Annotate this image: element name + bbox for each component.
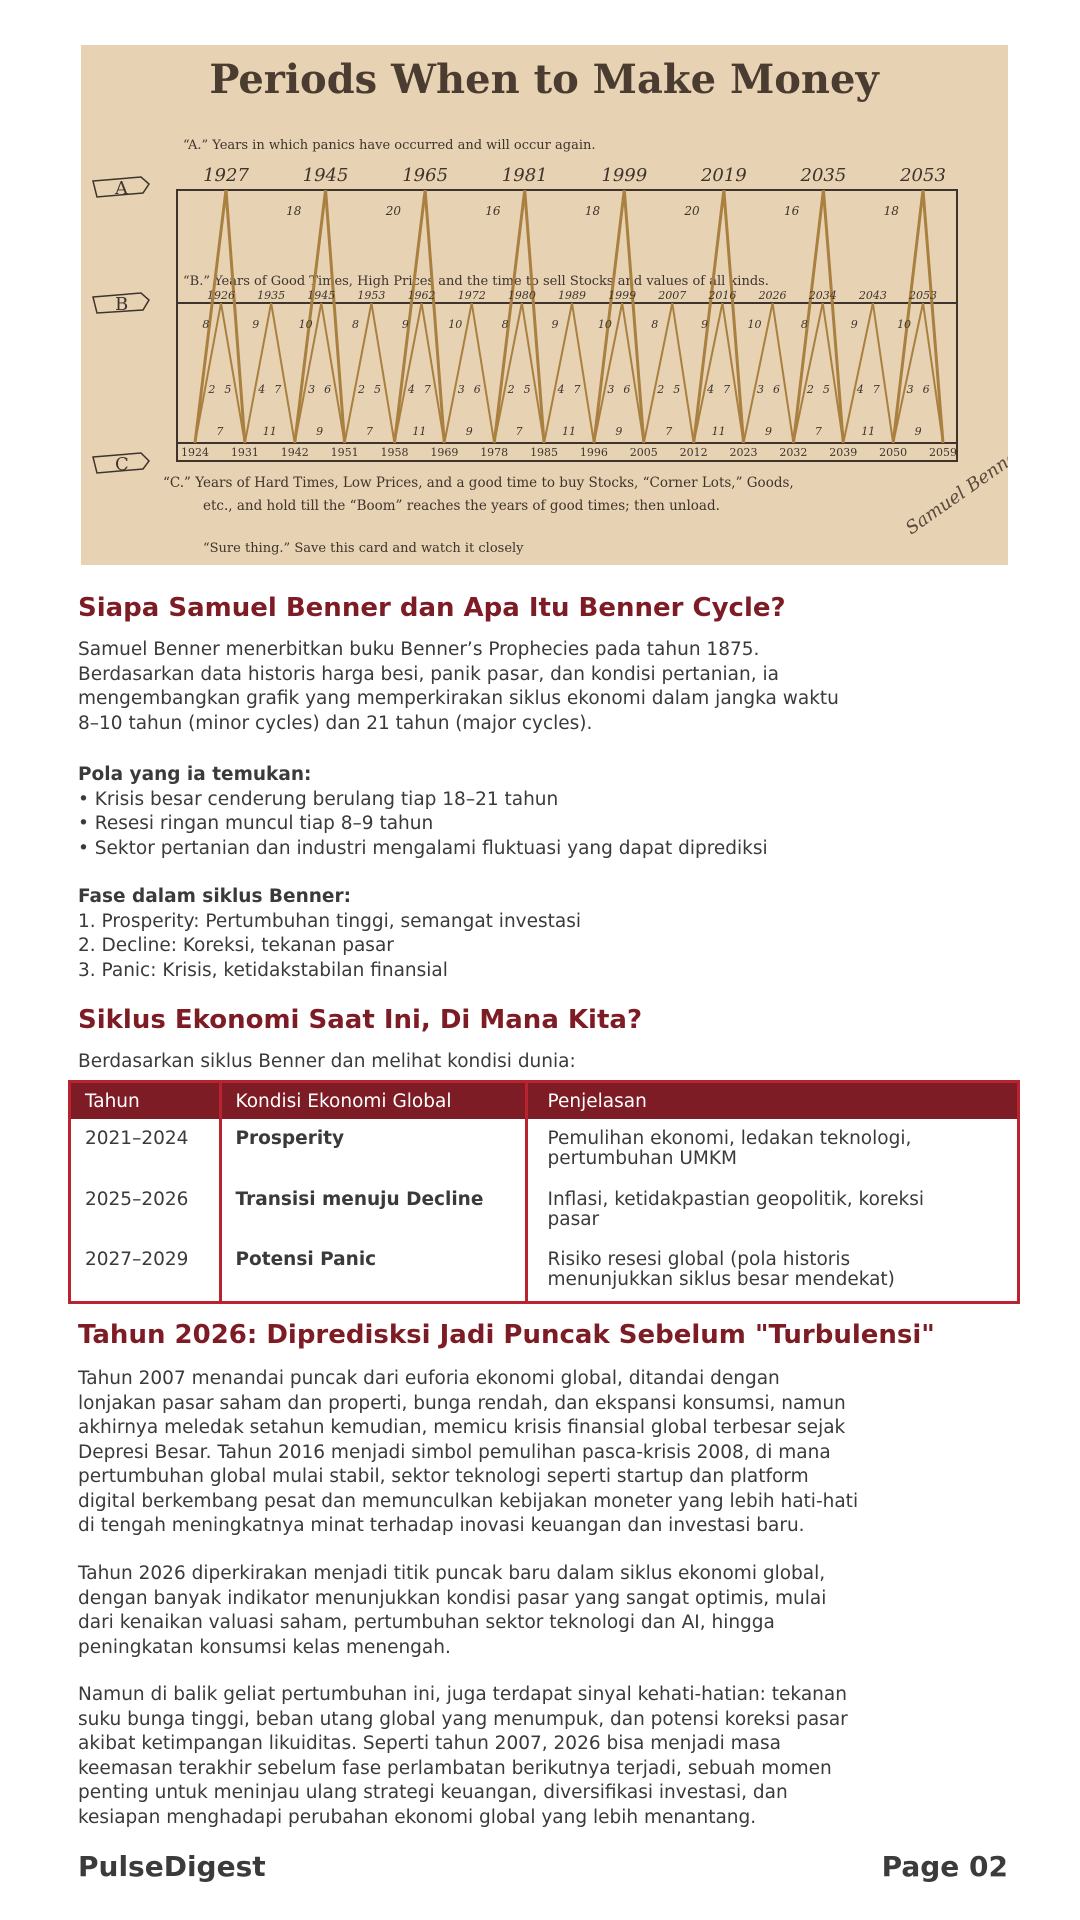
economy-table bbox=[68, 1080, 1020, 1304]
hard-times-year-label: 2012 bbox=[679, 446, 708, 459]
table-cell-year: 2021–2024 bbox=[71, 1119, 220, 1180]
inner-number-label: 2 bbox=[806, 383, 814, 396]
phase-item: 1. Prosperity: Pertumbuhan tinggi, semangat investasi bbox=[78, 910, 582, 932]
benner-intro-paragraph bbox=[78, 638, 1008, 736]
section-heading-current-cycle: Siklus Ekonomi Saat Ini, Di Mana Kita? bbox=[78, 1005, 643, 1035]
pattern-list bbox=[78, 788, 1008, 862]
good-times-interval-label: 9 bbox=[850, 318, 858, 331]
hard-times-interval-label: 11 bbox=[562, 425, 576, 438]
hard-times-year-label: 1978 bbox=[480, 446, 509, 459]
panic-year-label: 2035 bbox=[800, 165, 847, 186]
benner-chart-svg bbox=[81, 45, 1008, 565]
good-times-interval-label: 8 bbox=[352, 318, 360, 331]
row-c-caption-line2: etc., and hold till the “Boom” reaches the years of good times; then unload. bbox=[203, 498, 720, 514]
hard-times-year-label: 1924 bbox=[181, 446, 209, 459]
table-cell-year: 2025–2026 bbox=[71, 1180, 220, 1241]
pattern-item: • Sektor pertanian dan industri mengalami fluktuasi yang dapat diprediksi bbox=[78, 837, 768, 859]
inner-number-label: 3 bbox=[906, 383, 914, 396]
good-times-year-label: 2016 bbox=[708, 289, 737, 302]
inner-number-label: 7 bbox=[423, 383, 431, 396]
phase-item: 2. Decline: Koreksi, tekanan pasar bbox=[78, 935, 394, 956]
footer-page-number: Page 02 bbox=[881, 1850, 1008, 1883]
pattern-block bbox=[78, 763, 1008, 861]
good-times-year-label: 1935 bbox=[257, 289, 286, 302]
good-times-interval-label: 10 bbox=[597, 318, 612, 331]
hard-times-interval-label: 11 bbox=[711, 425, 726, 438]
row-b-label: B bbox=[115, 294, 129, 315]
explanation-line: Risiko resesi global (pola historis bbox=[547, 1249, 851, 1271]
inner-number-label: 3 bbox=[457, 383, 465, 396]
good-times-interval-label: 10 bbox=[897, 318, 912, 331]
inner-number-label: 4 bbox=[707, 383, 715, 396]
inner-number-label: 7 bbox=[274, 383, 282, 396]
table-row bbox=[71, 1180, 1017, 1241]
explanation-line: pertumbuhan UMKM bbox=[547, 1148, 737, 1169]
inner-number-label: 5 bbox=[523, 383, 531, 396]
panic-year-label: 1945 bbox=[302, 165, 349, 186]
section-heading-benner: Siapa Samuel Benner dan Apa Itu Benner Cycle? bbox=[78, 593, 786, 623]
hard-times-year-label: 1996 bbox=[579, 446, 608, 459]
section-heading-2026: Tahun 2026: Dipredisksi Jadi Puncak Sebelum "Turbulensi" bbox=[78, 1320, 935, 1350]
good-times-interval-label: 8 bbox=[501, 318, 509, 331]
inner-number-label: 5 bbox=[822, 383, 830, 396]
current-cycle-intro: Berdasarkan siklus Benner dan melihat kondisi dunia: bbox=[78, 1051, 576, 1072]
hard-times-year-label: 2039 bbox=[829, 446, 858, 459]
inner-number-label: 5 bbox=[673, 383, 681, 396]
hard-times-interval-label: 11 bbox=[262, 425, 277, 438]
inner-number-label: 6 bbox=[623, 383, 631, 396]
row-a-label: A bbox=[115, 178, 128, 199]
good-times-year-label: 1989 bbox=[558, 289, 586, 302]
table-cell-explanation bbox=[526, 1180, 1017, 1241]
panic-year-label: 2053 bbox=[900, 165, 946, 186]
benner-chart bbox=[81, 45, 1008, 565]
table-header-condition: Kondisi Ekonomi Global bbox=[220, 1083, 526, 1119]
hard-times-year-label: 2059 bbox=[929, 446, 957, 459]
paragraph-line: peningkatan konsumsi kelas menengah. bbox=[78, 1636, 451, 1658]
inner-number-label: 2 bbox=[657, 383, 665, 396]
good-times-interval-label: 9 bbox=[701, 318, 709, 331]
paragraph-line: penting untuk meninjau ulang strategi keuangan, diversifikasi investasi, dan bbox=[78, 1782, 788, 1803]
panic-interval-label: 18 bbox=[286, 204, 302, 218]
paragraph-line: Namun di balik geliat pertumbuhan ini, juga terdapat sinyal kehati-hatian: tekanan bbox=[78, 1684, 847, 1705]
explanation-line: pasar bbox=[547, 1208, 600, 1230]
table-cell-condition: Prosperity bbox=[220, 1119, 526, 1180]
inner-number-label: 4 bbox=[407, 383, 415, 396]
inner-number-label: 2 bbox=[358, 383, 366, 396]
paragraph-line: kesiapan menghadapi perubahan ekonomi global yang lebih menantang. bbox=[78, 1806, 757, 1828]
panic-interval-label: 18 bbox=[584, 204, 601, 218]
table-header-year: Tahun bbox=[71, 1083, 220, 1119]
good-times-interval-label: 10 bbox=[747, 318, 762, 331]
good-times-year-label: 1926 bbox=[207, 289, 235, 302]
hard-times-interval-label: 7 bbox=[515, 425, 523, 438]
hard-times-interval-label: 7 bbox=[665, 425, 673, 438]
inner-number-label: 6 bbox=[324, 383, 332, 396]
good-times-year-label: 1945 bbox=[307, 289, 336, 302]
paragraph-line: di tengah meningkatnya minat terhadap inovasi keuangan dan investasi baru. bbox=[78, 1515, 805, 1536]
footer-brand: PulseDigest bbox=[78, 1850, 266, 1883]
paragraph-2026-peak bbox=[78, 1562, 1008, 1660]
inner-number-label: 6 bbox=[473, 383, 481, 396]
paragraph-line: Tahun 2026 diperkirakan menjadi titik puncak baru dalam siklus ekonomi global, bbox=[78, 1563, 826, 1584]
panic-year-label: 1981 bbox=[501, 165, 548, 186]
paragraph-caution bbox=[78, 1683, 1008, 1830]
table-header-explanation: Penjelasan bbox=[526, 1083, 1017, 1119]
good-times-interval-label: 8 bbox=[202, 318, 210, 331]
hard-times-interval-label: 9 bbox=[914, 425, 922, 438]
paragraph-line: akhirnya meledak setahun kemudian, memicu krisis finansial global terbesar sejak bbox=[78, 1417, 846, 1438]
panic-year-label: 2019 bbox=[700, 165, 747, 186]
sure-thing-note: “Sure thing.” Save this card and watch it closely bbox=[203, 541, 524, 556]
paragraph-2007-2016 bbox=[78, 1367, 1008, 1539]
hard-times-interval-label: 9 bbox=[615, 425, 623, 438]
panic-interval-label: 16 bbox=[784, 204, 800, 218]
inner-number-label: 7 bbox=[723, 383, 731, 396]
row-b-caption: “B.” Years of Good Times, High Prices and the time to sell Stocks and values of all kinds. bbox=[183, 274, 769, 289]
inner-number-label: 4 bbox=[557, 383, 565, 396]
good-times-year-label: 2026 bbox=[758, 289, 787, 302]
good-times-year-label: 1962 bbox=[407, 289, 436, 302]
table-row bbox=[71, 1119, 1017, 1180]
good-times-year-label: 1953 bbox=[357, 289, 386, 302]
hard-times-interval-label: 9 bbox=[465, 425, 473, 438]
good-times-year-label: 2034 bbox=[808, 289, 837, 302]
inner-number-label: 6 bbox=[922, 383, 930, 396]
paragraph-line: dengan banyak indikator menunjukkan kondisi pasar yang sangat optimis, mulai bbox=[78, 1587, 827, 1609]
good-times-year-label: 2043 bbox=[858, 289, 887, 302]
inner-number-label: 5 bbox=[224, 383, 232, 396]
inner-number-label: 7 bbox=[573, 383, 581, 396]
paragraph-line: 8–10 tahun (minor cycles) dan 21 tahun (major cycles). bbox=[78, 712, 593, 734]
phase-heading: Fase dalam siklus Benner: bbox=[78, 886, 351, 907]
good-times-year-label: 2053 bbox=[909, 289, 937, 302]
hard-times-year-label: 1958 bbox=[380, 446, 409, 459]
explanation-line: menunjukkan siklus besar mendekat) bbox=[547, 1269, 895, 1291]
panic-interval-label: 16 bbox=[485, 204, 501, 218]
hard-times-interval-label: 11 bbox=[861, 425, 876, 438]
panic-year-label: 1999 bbox=[601, 165, 648, 186]
good-times-interval-label: 9 bbox=[401, 318, 409, 331]
pattern-heading: Pola yang ia temukan: bbox=[78, 764, 312, 785]
inner-number-label: 5 bbox=[374, 383, 382, 396]
good-times-interval-label: 8 bbox=[800, 318, 808, 331]
hard-times-year-label: 2050 bbox=[879, 446, 908, 459]
explanation-line: Inflasi, ketidakpastian geopolitik, koreksi bbox=[547, 1188, 924, 1210]
paragraph-line: mengembangkan grafik yang memperkirakan siklus ekonomi dalam jangka waktu bbox=[78, 688, 839, 709]
pattern-item: • Resesi ringan muncul tiap 8–9 tahun bbox=[78, 813, 434, 834]
hard-times-interval-label: 9 bbox=[764, 425, 772, 438]
inner-number-label: 3 bbox=[308, 383, 316, 396]
panic-interval-label: 18 bbox=[883, 204, 899, 218]
inner-number-label: 7 bbox=[872, 383, 880, 396]
table-row bbox=[71, 1240, 1017, 1301]
good-times-interval-label: 9 bbox=[252, 318, 260, 331]
hard-times-year-label: 1942 bbox=[280, 446, 309, 459]
inner-number-label: 4 bbox=[856, 383, 864, 396]
hard-times-interval-label: 7 bbox=[366, 425, 374, 438]
panic-year-label: 1965 bbox=[402, 165, 449, 186]
paragraph-line: akibat ketimpangan likuiditas. Seperti tahun 2007, 2026 bisa menjadi masa bbox=[78, 1733, 781, 1754]
hard-times-year-label: 2032 bbox=[779, 446, 808, 459]
table-cell-explanation bbox=[526, 1119, 1017, 1180]
good-times-interval-label: 8 bbox=[651, 318, 659, 331]
hard-times-interval-label: 9 bbox=[316, 425, 324, 438]
good-times-interval-label: 9 bbox=[551, 318, 559, 331]
row-a-caption: “A.” Years in which panics have occurred and will occur again. bbox=[183, 138, 596, 153]
phase-item: 3. Panic: Krisis, ketidakstabilan finansial bbox=[78, 959, 448, 981]
inner-number-label: 4 bbox=[258, 383, 266, 396]
good-times-interval-label: 10 bbox=[298, 318, 313, 331]
hard-times-interval-label: 7 bbox=[216, 425, 224, 438]
good-times-year-label: 1980 bbox=[507, 289, 536, 302]
hard-times-year-label: 2023 bbox=[729, 446, 758, 459]
inner-number-label: 3 bbox=[756, 383, 764, 396]
hard-times-interval-label: 7 bbox=[814, 425, 822, 438]
paragraph-line: Samuel Benner menerbitkan buku Benner’s Prophecies pada tahun 1875. bbox=[78, 639, 760, 660]
row-c-label: C bbox=[115, 454, 129, 475]
hard-times-year-label: 1985 bbox=[530, 446, 559, 459]
paragraph-line: digital berkembang pesat dan memunculkan kebijakan moneter yang lebih hati-hati bbox=[78, 1490, 859, 1512]
paragraph-line: lonjakan pasar saham dan properti, bunga rendah, dan ekspansi konsumsi, namun bbox=[78, 1392, 846, 1414]
table-cell-condition: Transisi menuju Decline bbox=[220, 1180, 526, 1241]
explanation-line: Pemulihan ekonomi, ledakan teknologi, bbox=[547, 1128, 912, 1149]
paragraph-line: Tahun 2007 menandai puncak dari euforia ekonomi global, ditandai dengan bbox=[78, 1368, 780, 1389]
good-times-interval-label: 10 bbox=[448, 318, 463, 331]
phase-block bbox=[78, 885, 1008, 983]
chart-title: Periods When to Make Money bbox=[209, 56, 879, 103]
table-cell-explanation bbox=[526, 1240, 1017, 1301]
paragraph-line: Depresi Besar. Tahun 2016 menjadi simbol pemulihan pasca-krisis 2008, di mana bbox=[78, 1441, 831, 1463]
panic-interval-label: 20 bbox=[684, 204, 700, 218]
panic-year-label: 1927 bbox=[203, 165, 249, 186]
inner-number-label: 6 bbox=[772, 383, 780, 396]
paragraph-line: keemasan terakhir sebelum fase perlambatan berikutnya terjadi, sebuah momen bbox=[78, 1757, 832, 1779]
paragraph-line: suku bunga tinggi, beban utang global yang menumpuk, dan potensi koreksi pasar bbox=[78, 1708, 848, 1730]
good-times-year-label: 2007 bbox=[658, 289, 687, 302]
hard-times-year-label: 1931 bbox=[230, 446, 259, 459]
table-header-row bbox=[71, 1083, 1017, 1119]
phase-list bbox=[78, 910, 1008, 984]
inner-number-label: 3 bbox=[607, 383, 615, 396]
hard-times-year-label: 1951 bbox=[330, 446, 359, 459]
paragraph-line: Berdasarkan data historis harga besi, panik pasar, dan kondisi pertanian, ia bbox=[78, 663, 779, 685]
hard-times-year-label: 2005 bbox=[629, 446, 658, 459]
row-c-caption-line1: “C.” Years of Hard Times, Low Prices, and a good time to buy Stocks, “Corner Lots,” Goods, bbox=[163, 475, 794, 491]
inner-number-label: 2 bbox=[208, 383, 216, 396]
table-cell-year: 2027–2029 bbox=[71, 1240, 220, 1301]
paragraph-line: pertumbuhan global mulai stabil, sektor teknologi seperti startup dan platform bbox=[78, 1466, 809, 1487]
hard-times-year-label: 1969 bbox=[430, 446, 459, 459]
paragraph-line: dari kenaikan valuasi saham, pertumbuhan sektor teknologi dan AI, hingga bbox=[78, 1612, 775, 1633]
pattern-item: • Krisis besar cenderung berulang tiap 18–21 tahun bbox=[78, 788, 559, 810]
hard-times-interval-label: 11 bbox=[412, 425, 427, 438]
good-times-year-label: 1972 bbox=[457, 289, 486, 302]
table-cell-condition: Potensi Panic bbox=[220, 1240, 526, 1301]
inner-number-label: 2 bbox=[507, 383, 515, 396]
good-times-year-label: 1999 bbox=[608, 289, 637, 302]
panic-interval-label: 20 bbox=[385, 204, 401, 218]
